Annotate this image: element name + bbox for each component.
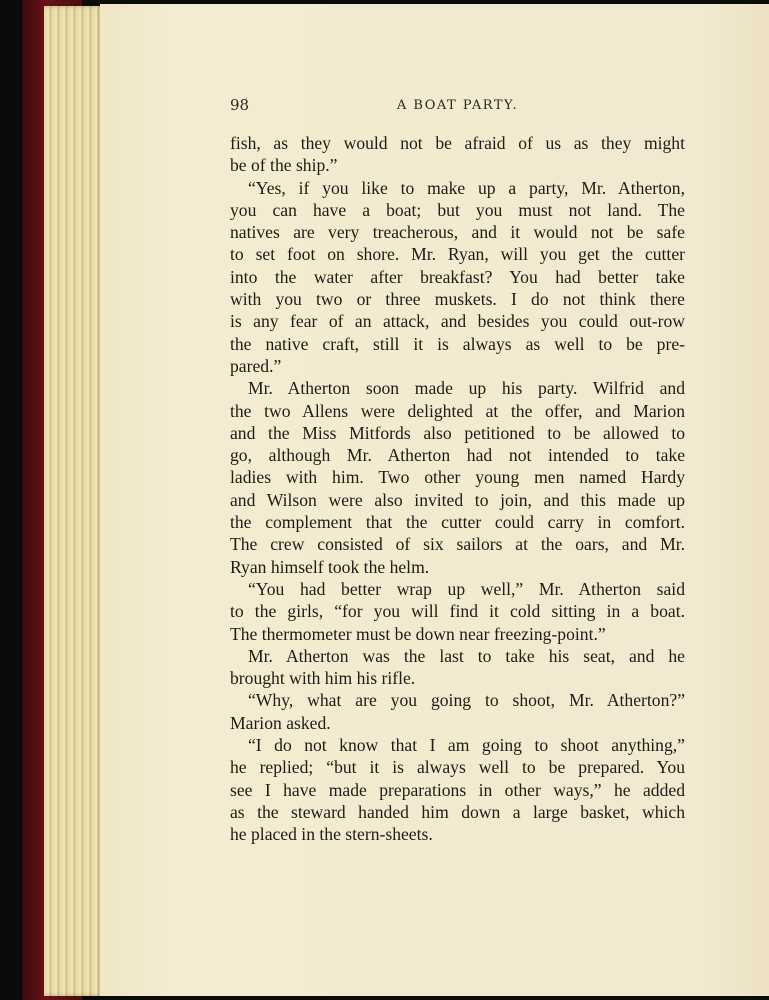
page-edges [44, 6, 104, 996]
text-line: the complement that the cutter could carry in comfort. [230, 512, 685, 533]
text-line: with you two or three muskets. I do not think there [230, 289, 685, 310]
text-line: Marion asked. [230, 712, 331, 733]
text-line: be of the ship.” [230, 155, 338, 176]
text-line: the two Allens were delighted at the offer, and Marion [230, 400, 685, 421]
text-line: The crew consisted of six sailors at the oars, and Mr. [230, 534, 685, 555]
text-line: “Yes, if you like to make up a party, Mr. Atherton, [248, 177, 685, 198]
text-line: “Why, what are you going to shoot, Mr. Atherton?” [248, 690, 685, 711]
text-line: brought with him his rifle. [230, 668, 416, 689]
text-line: he replied; “but it is always well to be prepared. You [230, 757, 685, 778]
text-line: is any fear of an attack, and besides you could out-row [230, 311, 685, 332]
text-line: he placed in the stern-sheets. [230, 824, 433, 845]
text-line: “You had better wrap up well,” Mr. Atherton said [248, 578, 685, 599]
text-line: Mr. Atherton was the last to take his seat, and he [248, 645, 685, 666]
text-line: and Wilson were also invited to join, and this made up [230, 489, 685, 510]
text-line: “I do not know that I am going to shoot anything,” [248, 735, 685, 756]
text-line: fish, as they would not be afraid of us as they might [230, 133, 685, 153]
text-line: Mr. Atherton soon made up his party. Wilfrid and [248, 378, 685, 399]
text-line: pared.” [230, 355, 282, 376]
text-line: as the steward handed him down a large basket, which [230, 801, 685, 822]
running-title: A BOAT PARTY. [396, 98, 519, 113]
text-line: you can have a boat; but you must not land. The [230, 199, 685, 220]
text-line: The thermometer must be down near freezing-point.” [230, 623, 606, 644]
page-number: 98 [230, 96, 250, 114]
text-line: and the Miss Mitfords also petitioned to be allowed to [230, 422, 685, 443]
text-line: see I have made preparations in other ways,” he added [230, 779, 685, 800]
text-line: to set foot on shore. Mr. Ryan, will you get the cutter [230, 244, 685, 265]
text-line: natives are very treacherous, and it would not be safe [230, 222, 685, 243]
text-line: ladies with him. Two other young men named Hardy [230, 467, 685, 488]
text-line: Ryan himself took the helm. [230, 556, 430, 577]
text-line: go, although Mr. Atherton had not intended to take [230, 445, 685, 466]
text-line: into the water after breakfast? You had better take [230, 266, 685, 287]
text-line: to the girls, “for you will find it cold sitting in a boat. [230, 601, 685, 622]
page-body-text [230, 132, 685, 846]
text-line: the native craft, still it is always as well to be pre- [230, 333, 685, 354]
page-header [230, 96, 685, 118]
